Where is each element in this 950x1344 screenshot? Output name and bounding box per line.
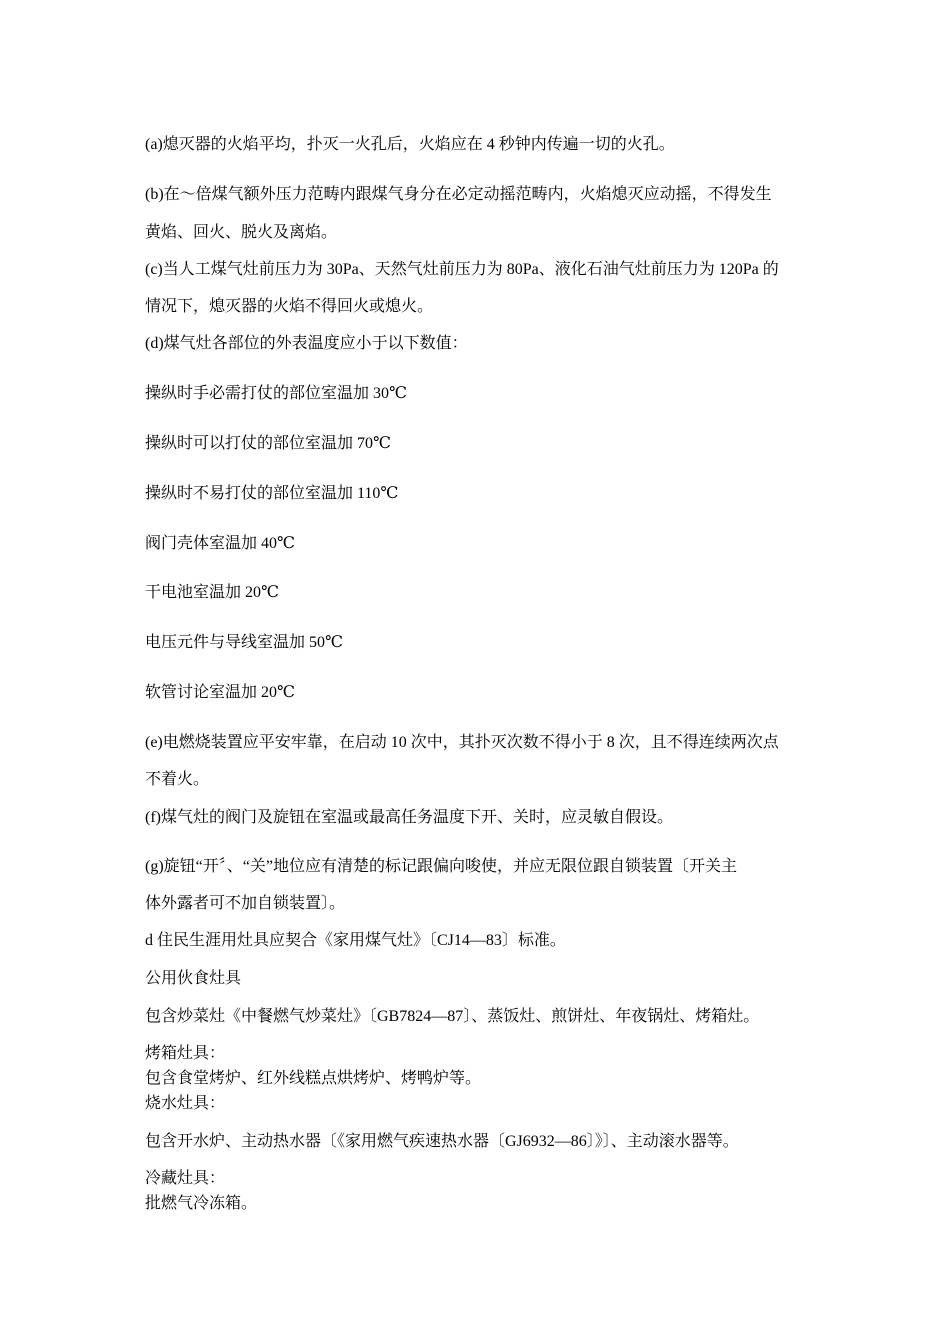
- section-heading: 冷藏灶具：: [145, 1170, 226, 1187]
- temp-item: 阀门壳体室温加 40℃: [145, 535, 295, 552]
- paragraph-water-heaters: 包含开水炉、主动热水器〔《家用燃气疾速热水器〔GJ6932—86〕》〕、主动滚水器等。: [145, 1133, 739, 1150]
- paragraph-oven: 包含食堂烤炉、红外线糕点烘烤炉、烤鸭炉等。: [145, 1070, 482, 1087]
- temp-item: 电压元件与导线室温加 50℃: [145, 634, 343, 651]
- temp-item: 操纵时可以打仗的部位室温加 70℃: [145, 435, 391, 452]
- paragraph-a: (a)熄灭器的火焰平均，扑灭一火孔后，火焰应在 4 秒钟内传遍一切的火孔。: [145, 136, 675, 153]
- paragraph-c-line-2: 情况下，熄灭器的火焰不得回火或熄火。: [145, 298, 434, 315]
- paragraph-standard: d 住民生涯用灶具应契合《家用煤气灶》〔CJ14—83〕标准。: [145, 932, 566, 949]
- temp-item: 干电池室温加 20℃: [145, 584, 279, 601]
- temp-item: 软管讨论室温加 20℃: [145, 684, 295, 701]
- paragraph-f: (f)煤气灶的阀门及旋钮在室温或最高任务温度下开、关时，应灵敏自假设。: [145, 809, 673, 826]
- temp-item: 操纵时手必需打仗的部位室温加 30℃: [145, 385, 407, 402]
- paragraph-public-stoves: 包含炒菜灶《中餐燃气炒菜灶》〔GB7824—87〕、蒸饭灶、煎饼灶、年夜锅灶、烤箱灶。: [145, 1008, 760, 1025]
- paragraph-g-line-1: (g)旋钮“开〞、“关”地位应有清楚的标记跟偏向唆使，并应无限位跟自锁装置〔开关主: [145, 858, 737, 875]
- paragraph-b-line-1: (b)在～倍煤气额外压力范畴内跟煤气身分在必定动摇范畴内，火焰熄灭应动摇，不得发生: [145, 186, 772, 203]
- paragraph-e-line-1: (e)电燃烧装置应平安牢靠，在启动 10 次中，其扑灭次数不得小于 8 次，且不得连续两次点: [145, 734, 779, 751]
- paragraph-d: (d)煤气灶各部位的外表温度应小于以下数值：: [145, 335, 468, 352]
- paragraph-g-line-2: 体外露者可不加自锁装置〕。: [145, 895, 346, 912]
- temp-item: 操纵时不易打仗的部位室温加 110℃: [145, 485, 399, 502]
- paragraph-b-line-2: 黄焰、回火、脱火及离焰。: [145, 224, 338, 241]
- paragraph-e-line-2: 不着火。: [145, 771, 210, 788]
- section-heading: 公用伙食灶具: [145, 970, 242, 987]
- paragraph-c-line-1: (c)当人工煤气灶前压力为 30Pa、天然气灶前压力为 80Pa、液化石油气灶前压力为 120Pa 的: [145, 261, 779, 278]
- section-heading: 烧水灶具：: [145, 1095, 226, 1112]
- section-heading: 烤箱灶具：: [145, 1045, 226, 1062]
- paragraph-refrigeration: 批燃气冷冻箱。: [145, 1195, 258, 1212]
